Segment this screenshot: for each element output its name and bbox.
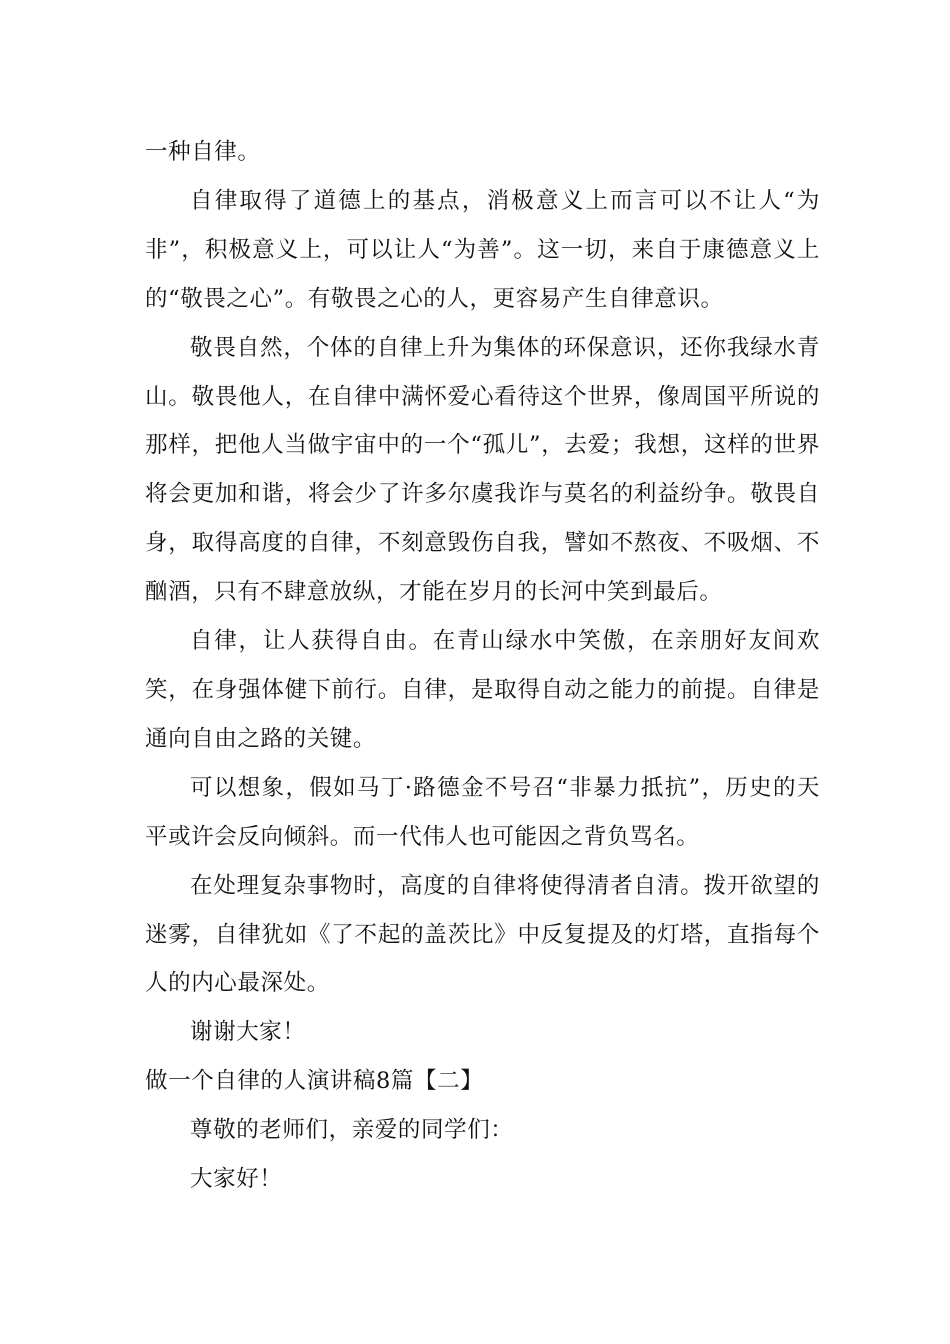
closing-thanks: 谢谢大家！: [190, 1019, 306, 1046]
paragraph: 自律，让人获得自由。在青山绿水中笑傲，在亲朋好友间欢笑，在身强体健下前行。自律，是取得自动之能力的前提。自律是通向自由之路的关键。: [145, 628, 820, 752]
paragraph: 可以想象，假如马丁·路德金不号召“非暴力抵抗”，历史的天平或许会反向倾斜。而一代伟人也可能因之背负骂名。: [145, 774, 820, 850]
paragraph-continuation: 一种自律。: [145, 139, 261, 165]
paragraph: 在处理复杂事物时，高度的自律将使得清者自清。拨开欲望的迷雾，自律犹如《了不起的盖茨比》中反复提及的灯塔，直指每个人的内心最深处。: [145, 872, 820, 997]
paragraph: 敬畏自然，个体的自律上升为集体的环保意识，还你我绿水青山。敬畏他人，在自律中满怀爱心看待这个世界，像周国平所说的那样，把他人当做宇宙中的一个“孤儿”，去爱；我想，这样的世界将会更加和谐，将会少了许多尔虞我诈与莫名的利益纷争。敬畏自身，取得高度的自律，不刻意毁伤自我，譬如不熬夜、不吸烟、不酗酒，只有不肆意放纵，才能在岁月的长河中笑到最后。: [145, 334, 820, 606]
greeting: 大家好！: [190, 1166, 283, 1193]
section-heading: 做一个自律的人演讲稿8篇【二】: [145, 1068, 484, 1095]
salutation: 尊敬的老师们，亲爱的同学们：: [190, 1117, 514, 1144]
paragraph: 自律取得了道德上的基点，消极意义上而言可以不让人“为非”，积极意义上，可以让人“为善”。这一切，来自于康德意义上的“敬畏之心”。有敬畏之心的人，更容易产生自律意识。: [145, 187, 820, 312]
document-body: [145, 128, 820, 1204]
